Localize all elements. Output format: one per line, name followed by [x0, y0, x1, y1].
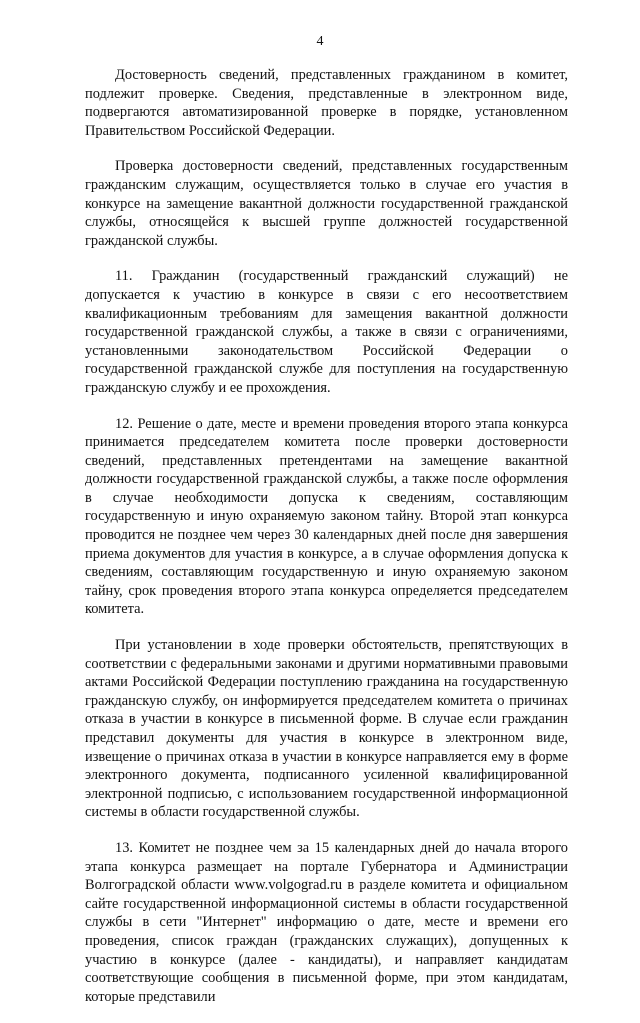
paragraph-reliability-check: Достоверность сведений, представленных гражданином в комитет, подлежит проверке. Сведения, представленные в электронном виде, подвергаются автоматизированной проверке в порядке, установленном Правительством Российской Федерации. — [85, 67, 568, 139]
paragraph-clause-13: 13. Комитет не позднее чем за 15 календарных дней до начала второго этапа конкурса размещает на портале Губернатора и Администрации Волгоградской области www.volgograd.ru в разделе комитета и официальном сайте государственной информационной системы в области государственной службы в сети "Интернет" информацию о дате, месте и времени его проведения, список граждан (гражданских служащих), допущенных к участию в конкурсе (далее - кандидаты), и направляет кандидатам соответствующие сообщения в письменной форме, при этом кандидатам, которые представили — [85, 839, 568, 1005]
paragraph-civil-servant-check: Проверка достоверности сведений, представленных государственным гражданским служащим, осуществляется только в случае его участия в конкурсе на замещение вакантной должности государственной гражданской службы, относящейся к высшей группе должностей государственной гражданской службы. — [85, 158, 568, 249]
paragraph-clause-11: 11. Гражданин (государственный гражданский служащий) не допускается к участию в конкурсе в связи с его несоответствием квалификационным требованиям для замещения вакантной должности государственной гражданской службы, а также в связи с ограничениями, установленными законодательством Российской Федерации о государственной гражданской службе для поступления на государственную гражданскую службу и ее прохождения. — [85, 268, 568, 396]
paragraph-clause-12: 12. Решение о дате, месте и времени проведения второго этапа конкурса принимается председателем комитета после проверки достоверности сведений, представленных претендентами на замещение вакантной должности государственной гражданской службы, а также после оформления в случае необходимости допуска к сведениям, составляющим государственную и иную охраняемую законом тайну. Второй этап конкурса проводится не позднее чем через 30 календарных дней после дня завершения приема документов для участия в конкурсе, а в случае оформления допуска к сведениям, составляющим государственную и иную охраняемую законом тайну, срок проведения второго этапа конкурса определяется председателем комитета. — [85, 415, 568, 618]
document-body — [85, 66, 568, 1023]
paragraph-refusal-notice: При установлении в ходе проверки обстоятельств, препятствующих в соответствии с федеральными законами и другими нормативными правовыми актами Российской Федерации поступлению гражданина на государственную гражданскую службу, он информируется председателем комитета о причинах отказа в участии в конкурсе в письменной форме. В случае если гражданин представил документы для участия в конкурсе в электронном виде, извещение о причинах отказа в участии в конкурсе направляется ему в форме электронного документа, подписанного усиленной квалифицированной электронной подписью, с использованием государственной информационной системы в области государственной службы. — [85, 637, 568, 821]
page-number: 4 — [316, 34, 324, 49]
